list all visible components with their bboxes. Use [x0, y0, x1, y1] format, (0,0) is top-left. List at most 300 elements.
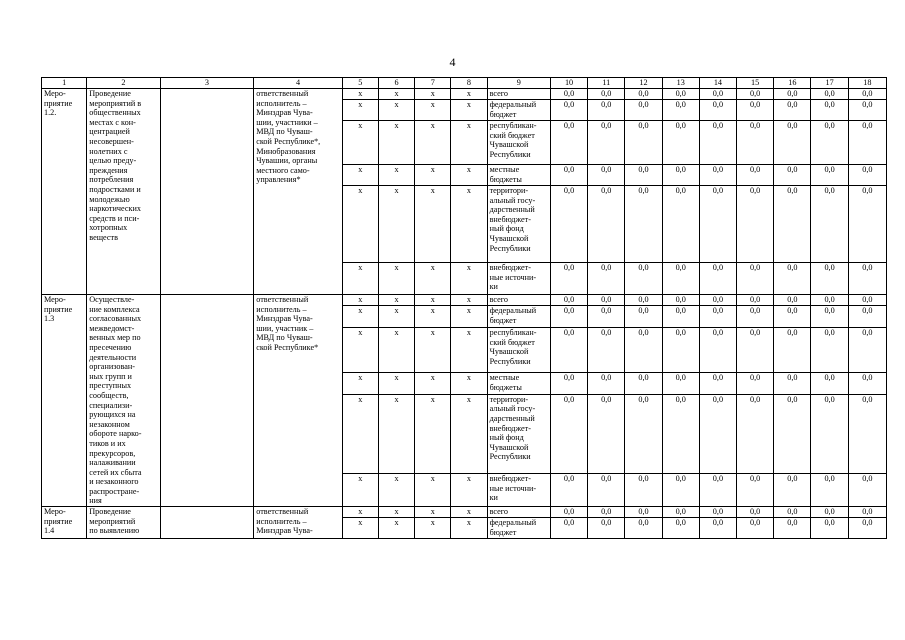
amount-value: 0,0: [550, 121, 587, 165]
code-mark: x: [451, 295, 487, 306]
amount-value: 0,0: [848, 263, 886, 295]
amount-value: 0,0: [550, 507, 587, 518]
amount-value: 0,0: [625, 507, 662, 518]
code-mark: x: [451, 89, 487, 100]
cell-line: обороте нарко-: [89, 429, 142, 439]
code-mark: x: [342, 327, 378, 372]
cell-line: ный фонд: [489, 433, 524, 443]
amount-value: 0,0: [588, 295, 625, 306]
cell-line: тиков и их: [89, 438, 126, 448]
cell-line: пресечению: [89, 342, 132, 352]
amount-value: 0,0: [588, 394, 625, 473]
cell-line: всего: [489, 89, 508, 98]
cell-line: бюджет: [489, 527, 517, 537]
cell-line: ский бюджет: [489, 337, 535, 347]
code-mark: x: [451, 474, 487, 507]
cell-line: МВД по Чуваш-: [256, 127, 313, 137]
amount-value: 0,0: [848, 507, 886, 518]
amount-value: 0,0: [588, 373, 625, 395]
amount-value: 0,0: [625, 121, 662, 165]
cell-line: по выявлению: [89, 526, 140, 536]
code-mark: x: [415, 100, 451, 121]
code-mark: x: [415, 474, 451, 507]
amount-value: 0,0: [737, 394, 774, 473]
amount-value: 0,0: [699, 295, 736, 306]
amount-value: 0,0: [737, 89, 774, 100]
cell-line: несовершен-: [89, 136, 134, 146]
table-row: [42, 89, 887, 100]
cell-line: преждения: [89, 165, 128, 175]
amount-value: 0,0: [662, 89, 699, 100]
cell-line: 1.4: [44, 526, 55, 536]
cell-line: приятие: [44, 516, 73, 526]
code-mark: x: [342, 100, 378, 121]
cell-line: Минобразования: [256, 146, 316, 156]
cell-line: Осуществле-: [89, 295, 135, 304]
amount-value: 0,0: [848, 100, 886, 121]
cell-line: ные источни-: [489, 483, 537, 493]
cell-line: шии, участники –: [256, 117, 318, 127]
cell-line: целью преду-: [89, 156, 137, 166]
cell-line: внебюджет-: [489, 423, 531, 433]
cell-line: бюджеты: [489, 382, 522, 392]
amount-value: 0,0: [625, 186, 662, 263]
amount-value: 0,0: [848, 373, 886, 395]
cell-line: Чувашской: [489, 442, 529, 452]
code-mark: x: [415, 507, 451, 518]
amount-value: 0,0: [699, 89, 736, 100]
amount-value: 0,0: [699, 474, 736, 507]
amount-value: 0,0: [588, 474, 625, 507]
amount-value: 0,0: [662, 507, 699, 518]
amount-value: 0,0: [625, 474, 662, 507]
amount-value: 0,0: [550, 100, 587, 121]
amount-value: 0,0: [811, 394, 848, 473]
cell-line: Республики: [489, 149, 531, 159]
amount-value: 0,0: [588, 100, 625, 121]
cell-line: потребления: [89, 175, 134, 185]
column-number: 15: [737, 78, 774, 89]
cell-line: местные: [489, 373, 520, 383]
amount-value: 0,0: [774, 89, 811, 100]
code-mark: x: [342, 507, 378, 518]
code-mark: x: [378, 186, 414, 263]
cell-line: центрацией: [89, 127, 130, 137]
column-number: 4: [254, 78, 343, 89]
cell-line: ответственный: [256, 507, 309, 517]
cell-line: республикан-: [489, 327, 537, 337]
amount-value: 0,0: [737, 165, 774, 186]
measure-name: [87, 295, 160, 507]
cell-line: ский бюджет: [489, 130, 535, 140]
amount-value: 0,0: [811, 121, 848, 165]
cell-line: бюджет: [489, 315, 517, 325]
code-mark: x: [451, 507, 487, 518]
cell-line: внебюджет-: [489, 263, 531, 272]
amount-value: 0,0: [811, 327, 848, 372]
cell-line: ки: [489, 282, 498, 292]
amount-value: 0,0: [550, 474, 587, 507]
code-mark: x: [415, 165, 451, 186]
amount-value: 0,0: [588, 186, 625, 263]
amount-value: 0,0: [774, 100, 811, 121]
amount-value: 0,0: [662, 518, 699, 539]
cell-line: ния: [89, 496, 102, 506]
code-mark: x: [342, 89, 378, 100]
column-number: 2: [87, 78, 160, 89]
amount-value: 0,0: [662, 306, 699, 328]
funding-source: [487, 474, 550, 507]
code-mark: x: [342, 295, 378, 306]
column-number: 14: [699, 78, 736, 89]
cell-line: рующихся на: [89, 410, 136, 420]
amount-value: 0,0: [662, 121, 699, 165]
cell-line: Проведение: [89, 507, 131, 517]
code-mark: x: [415, 263, 451, 295]
amount-value: 0,0: [699, 373, 736, 395]
executor: [254, 295, 343, 507]
table-row: [42, 295, 887, 306]
code-mark: x: [451, 165, 487, 186]
cell-line: территори-: [489, 394, 529, 404]
amount-value: 0,0: [550, 373, 587, 395]
cell-line: местного само-: [256, 165, 310, 175]
code-mark: x: [342, 186, 378, 263]
measure-name: [87, 89, 160, 295]
cell-line: подростками и: [89, 184, 141, 194]
amount-value: 0,0: [699, 121, 736, 165]
code-mark: x: [378, 306, 414, 328]
amount-value: 0,0: [699, 518, 736, 539]
amount-value: 0,0: [774, 165, 811, 186]
cell-line: ской Республике*: [256, 342, 319, 352]
amount-value: 0,0: [699, 306, 736, 328]
amount-value: 0,0: [550, 186, 587, 263]
program-table: [41, 77, 887, 539]
funding-source: [487, 89, 550, 100]
amount-value: 0,0: [848, 306, 886, 328]
cell-line: ответственный: [256, 89, 309, 98]
cell-line: ответственный: [256, 295, 309, 304]
measure-code: [42, 507, 87, 539]
cell-line: распростране-: [89, 486, 140, 496]
blank-cell: [160, 89, 254, 295]
code-mark: x: [415, 518, 451, 539]
funding-source: [487, 518, 550, 539]
amount-value: 0,0: [588, 165, 625, 186]
cell-line: и незаконного: [89, 477, 139, 487]
amount-value: 0,0: [848, 327, 886, 372]
cell-line: федеральный: [489, 518, 537, 528]
cell-line: управления*: [256, 175, 301, 185]
measure-code: [42, 89, 87, 295]
table-row: [42, 507, 887, 518]
cell-line: ской Республике*,: [256, 136, 321, 146]
cell-line: незаконном: [89, 419, 130, 429]
cell-line: согласованных: [89, 314, 142, 324]
code-mark: x: [415, 327, 451, 372]
cell-line: местах с кон-: [89, 117, 136, 127]
column-number: 11: [588, 78, 625, 89]
measure-name: [87, 507, 160, 539]
amount-value: 0,0: [737, 100, 774, 121]
code-mark: x: [378, 394, 414, 473]
code-mark: x: [415, 121, 451, 165]
amount-value: 0,0: [811, 518, 848, 539]
amount-value: 0,0: [737, 373, 774, 395]
cell-line: сетей их сбыта: [89, 467, 142, 477]
cell-line: Чувашской: [489, 233, 529, 243]
cell-line: федеральный: [489, 100, 537, 109]
cell-line: исполнитель –: [256, 516, 307, 526]
blank-cell: [160, 507, 254, 539]
cell-line: деятельности: [89, 352, 137, 362]
cell-line: ный фонд: [489, 224, 524, 234]
code-mark: x: [415, 373, 451, 395]
code-mark: x: [415, 306, 451, 328]
cell-line: дарственный: [489, 414, 535, 423]
amount-value: 0,0: [811, 507, 848, 518]
cell-line: бюджет: [489, 109, 517, 119]
code-mark: x: [378, 474, 414, 507]
cell-line: исполнитель –: [256, 98, 307, 108]
amount-value: 0,0: [699, 327, 736, 372]
amount-value: 0,0: [774, 474, 811, 507]
amount-value: 0,0: [588, 327, 625, 372]
funding-source: [487, 394, 550, 473]
funding-source: [487, 373, 550, 395]
column-number: 9: [487, 78, 550, 89]
amount-value: 0,0: [774, 306, 811, 328]
amount-value: 0,0: [737, 327, 774, 372]
cell-line: Меро-: [44, 295, 66, 304]
cell-line: сообществ,: [89, 390, 129, 400]
cell-line: налаживании: [89, 458, 136, 468]
blank-cell: [160, 295, 254, 507]
code-mark: x: [415, 394, 451, 473]
column-number: 7: [415, 78, 451, 89]
cell-line: территори-: [489, 186, 529, 195]
cell-line: ные источни-: [489, 272, 537, 282]
cell-line: 1.3: [44, 314, 55, 324]
column-number: 5: [342, 78, 378, 89]
cell-line: специализи-: [89, 400, 133, 410]
cell-line: альный госу-: [489, 404, 536, 414]
cell-line: альный госу-: [489, 195, 536, 205]
column-number: 13: [662, 78, 699, 89]
amount-value: 0,0: [737, 518, 774, 539]
page-number: 4: [449, 55, 456, 69]
cell-line: Чувашии, органы: [256, 156, 318, 166]
amount-value: 0,0: [699, 394, 736, 473]
cell-line: молодежью: [89, 194, 130, 204]
cell-line: МВД по Чуваш-: [256, 333, 313, 343]
amount-value: 0,0: [737, 121, 774, 165]
funding-source: [487, 306, 550, 328]
column-number: 8: [451, 78, 487, 89]
code-mark: x: [451, 518, 487, 539]
code-mark: x: [342, 474, 378, 507]
amount-value: 0,0: [811, 295, 848, 306]
code-mark: x: [451, 186, 487, 263]
cell-line: ки: [489, 493, 498, 503]
cell-line: хотропных: [89, 223, 128, 233]
code-mark: x: [451, 373, 487, 395]
amount-value: 0,0: [699, 100, 736, 121]
amount-value: 0,0: [662, 373, 699, 395]
code-mark: x: [342, 394, 378, 473]
cell-line: ние комплекса: [89, 304, 140, 314]
amount-value: 0,0: [811, 186, 848, 263]
amount-value: 0,0: [774, 394, 811, 473]
amount-value: 0,0: [625, 327, 662, 372]
amount-value: 0,0: [662, 186, 699, 263]
code-mark: x: [342, 263, 378, 295]
cell-line: всего: [489, 507, 508, 517]
cell-line: венных мер по: [89, 333, 141, 343]
amount-value: 0,0: [737, 263, 774, 295]
amount-value: 0,0: [699, 263, 736, 295]
amount-value: 0,0: [811, 263, 848, 295]
amount-value: 0,0: [737, 295, 774, 306]
code-mark: x: [342, 121, 378, 165]
amount-value: 0,0: [699, 507, 736, 518]
cell-line: общественных: [89, 108, 141, 118]
amount-value: 0,0: [625, 306, 662, 328]
code-mark: x: [451, 327, 487, 372]
cell-line: мероприятий: [89, 516, 136, 526]
amount-value: 0,0: [811, 100, 848, 121]
cell-line: Республики: [489, 452, 531, 462]
funding-source: [487, 327, 550, 372]
code-mark: x: [415, 295, 451, 306]
cell-line: всего: [489, 295, 508, 304]
cell-line: шии, участник –: [256, 323, 314, 333]
code-mark: x: [378, 507, 414, 518]
amount-value: 0,0: [625, 263, 662, 295]
cell-line: мероприятий в: [89, 98, 142, 108]
cell-line: дарственный: [489, 205, 535, 215]
amount-value: 0,0: [848, 165, 886, 186]
cell-line: нолетних с: [89, 146, 128, 156]
amount-value: 0,0: [737, 306, 774, 328]
cell-line: 1.2.: [44, 108, 57, 118]
cell-line: веществ: [89, 232, 118, 242]
amount-value: 0,0: [811, 306, 848, 328]
measure-code: [42, 295, 87, 507]
code-mark: x: [378, 518, 414, 539]
column-number: 16: [774, 78, 811, 89]
amount-value: 0,0: [662, 327, 699, 372]
executor: [254, 507, 343, 539]
cell-line: бюджеты: [489, 174, 522, 184]
amount-value: 0,0: [625, 295, 662, 306]
amount-value: 0,0: [848, 394, 886, 473]
cell-line: Минздрав Чува-: [256, 314, 313, 324]
amount-value: 0,0: [625, 373, 662, 395]
code-mark: x: [415, 89, 451, 100]
amount-value: 0,0: [848, 474, 886, 507]
cell-line: Меро-: [44, 507, 66, 517]
amount-value: 0,0: [699, 165, 736, 186]
amount-value: 0,0: [662, 474, 699, 507]
amount-value: 0,0: [737, 507, 774, 518]
amount-value: 0,0: [811, 165, 848, 186]
cell-line: прекурсоров,: [89, 448, 136, 458]
funding-source: [487, 186, 550, 263]
code-mark: x: [342, 306, 378, 328]
amount-value: 0,0: [848, 186, 886, 263]
amount-value: 0,0: [625, 394, 662, 473]
funding-source: [487, 100, 550, 121]
code-mark: x: [415, 186, 451, 263]
header-row: [42, 78, 887, 89]
amount-value: 0,0: [550, 394, 587, 473]
code-mark: x: [451, 306, 487, 328]
amount-value: 0,0: [848, 89, 886, 100]
amount-value: 0,0: [848, 295, 886, 306]
column-number: 3: [160, 78, 254, 89]
funding-source: [487, 263, 550, 295]
amount-value: 0,0: [588, 89, 625, 100]
code-mark: x: [342, 165, 378, 186]
cell-line: федеральный: [489, 306, 537, 316]
amount-value: 0,0: [550, 263, 587, 295]
column-number: 10: [550, 78, 587, 89]
funding-source: [487, 121, 550, 165]
code-mark: x: [451, 121, 487, 165]
amount-value: 0,0: [774, 263, 811, 295]
cell-line: внебюджет-: [489, 474, 531, 484]
code-mark: x: [378, 121, 414, 165]
cell-line: приятие: [44, 304, 73, 314]
amount-value: 0,0: [588, 121, 625, 165]
amount-value: 0,0: [811, 474, 848, 507]
column-number: 18: [848, 78, 886, 89]
amount-value: 0,0: [588, 263, 625, 295]
code-mark: x: [378, 100, 414, 121]
cell-line: приятие: [44, 98, 73, 108]
amount-value: 0,0: [662, 165, 699, 186]
amount-value: 0,0: [774, 295, 811, 306]
cell-line: Минздрав Чува-: [256, 526, 313, 536]
cell-line: преступных: [89, 381, 132, 391]
column-number: 12: [625, 78, 662, 89]
cell-line: внебюджет-: [489, 214, 531, 224]
amount-value: 0,0: [848, 518, 886, 539]
cell-line: Чувашской: [489, 140, 529, 150]
amount-value: 0,0: [811, 89, 848, 100]
column-number: 1: [42, 78, 87, 89]
code-mark: x: [342, 373, 378, 395]
amount-value: 0,0: [550, 295, 587, 306]
amount-value: 0,0: [774, 121, 811, 165]
cell-line: местные: [489, 165, 520, 174]
code-mark: x: [378, 295, 414, 306]
funding-source: [487, 507, 550, 518]
cell-line: ных групп и: [89, 371, 132, 381]
code-mark: x: [378, 89, 414, 100]
amount-value: 0,0: [774, 373, 811, 395]
amount-value: 0,0: [774, 507, 811, 518]
cell-line: Меро-: [44, 89, 66, 98]
cell-line: межведомст-: [89, 323, 135, 333]
amount-value: 0,0: [774, 518, 811, 539]
code-mark: x: [451, 263, 487, 295]
cell-line: исполнитель –: [256, 304, 307, 314]
column-number: 17: [811, 78, 848, 89]
funding-source: [487, 165, 550, 186]
